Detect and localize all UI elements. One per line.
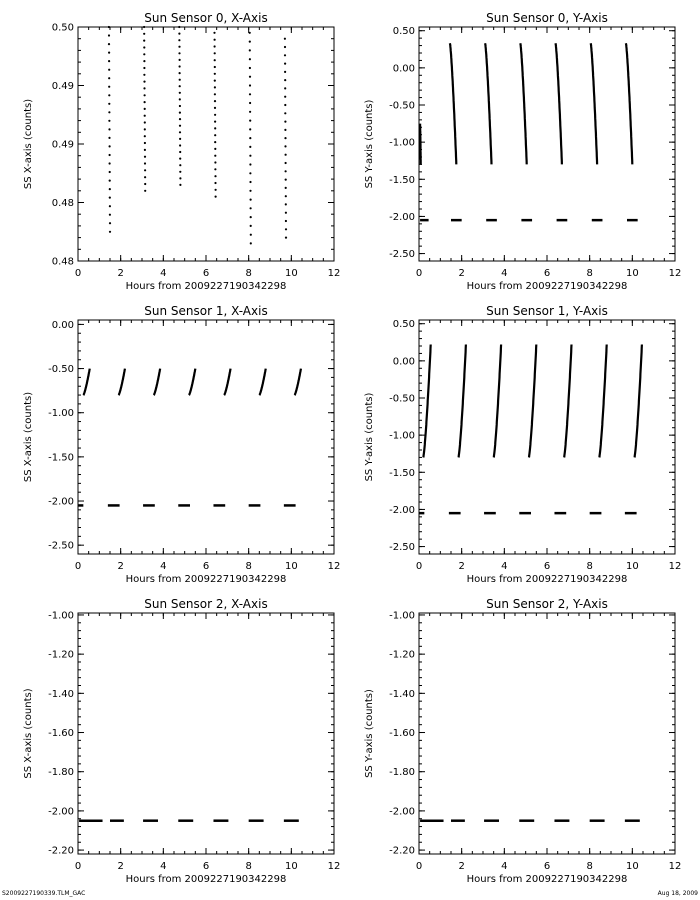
data-point	[144, 108, 146, 110]
x-tick-label: 2	[458, 268, 465, 279]
x-tick-label: 2	[117, 268, 124, 279]
plot-panel-5	[364, 597, 681, 885]
data-segment-0	[420, 124, 421, 165]
y-tick-label: -2.50	[389, 249, 415, 261]
data-point	[108, 120, 110, 122]
data-segment-2	[485, 43, 491, 164]
data-point	[144, 190, 146, 192]
y-tick-label: -1.20	[48, 649, 74, 661]
data-point	[249, 128, 251, 130]
data-point	[109, 145, 111, 147]
plot-title: Sun Sensor 2, Y-Axis	[486, 597, 608, 611]
data-point	[109, 171, 111, 173]
data-point	[249, 172, 251, 174]
data-segment-2	[494, 345, 501, 458]
data-point	[109, 205, 111, 207]
data-segment-3	[529, 345, 536, 458]
x-tick-label: 12	[668, 861, 682, 872]
data-point	[285, 162, 287, 164]
data-point	[215, 189, 217, 191]
plot-title: Sun Sensor 0, Y-Axis	[486, 11, 608, 25]
y-tick-label: -1.50	[389, 174, 415, 186]
y-tick-label: 0.50	[51, 22, 74, 34]
data-point	[249, 76, 251, 78]
x-tick-label: 10	[284, 561, 298, 572]
data-point	[214, 66, 216, 68]
data-point	[249, 58, 251, 60]
data-point	[179, 118, 181, 120]
x-tick-label: 12	[327, 268, 341, 279]
data-point	[214, 100, 216, 102]
data-point	[143, 53, 145, 55]
data-point	[179, 144, 181, 146]
y-tick-label: -0.50	[48, 364, 74, 376]
data-point	[179, 184, 181, 186]
y-tick-label: 0.00	[392, 63, 415, 75]
data-point	[214, 59, 216, 61]
plot-panel-0	[23, 11, 340, 292]
x-tick-label: 10	[284, 268, 298, 279]
y-tick-label: -1.60	[389, 728, 415, 740]
x-axis-label: Hours from 2009227190342298	[125, 574, 287, 585]
data-point	[178, 39, 180, 41]
y-tick-label: -2.20	[48, 845, 74, 857]
data-point	[144, 135, 146, 137]
data-point	[249, 181, 251, 183]
plot-panel-1	[364, 11, 681, 292]
data-segment-6	[295, 369, 301, 396]
data-point	[249, 111, 251, 113]
data-point	[284, 79, 286, 81]
y-tick-label: -1.50	[48, 452, 74, 464]
data-point	[179, 85, 181, 87]
data-segment-6	[635, 345, 642, 458]
data-point	[144, 101, 146, 103]
data-point	[249, 120, 251, 122]
x-tick-label: 0	[74, 561, 82, 572]
data-point	[143, 74, 145, 76]
plot-frame	[78, 27, 334, 261]
data-segment-0	[108, 26, 111, 233]
data-point	[214, 121, 216, 123]
x-tick-label: 6	[543, 861, 551, 872]
data-point	[179, 79, 181, 81]
plot-frame	[419, 27, 675, 261]
y-tick-label: 0.50	[392, 319, 415, 331]
x-tick-label: 12	[668, 268, 682, 279]
data-point	[249, 32, 251, 34]
data-point	[109, 222, 111, 224]
data-point	[214, 168, 216, 170]
data-segment-5	[591, 43, 597, 164]
data-point	[143, 46, 145, 48]
y-axis-label: SS X-axis (counts)	[23, 688, 34, 779]
x-tick-label: 2	[117, 861, 124, 872]
data-segment-2	[178, 26, 181, 186]
x-tick-label: 6	[202, 268, 210, 279]
data-point	[109, 231, 111, 233]
data-point	[179, 158, 181, 160]
y-tick-label: -2.00	[48, 806, 74, 818]
x-tick-label: 4	[160, 861, 167, 872]
data-point	[284, 121, 286, 123]
x-tick-label: 0	[415, 268, 423, 279]
data-point	[249, 155, 251, 157]
data-point	[249, 146, 251, 148]
y-tick-label: -1.00	[48, 408, 74, 420]
data-point	[214, 148, 216, 150]
data-point	[179, 131, 181, 133]
data-point	[285, 154, 287, 156]
y-tick-label: -1.40	[389, 688, 415, 700]
x-axis-label: Hours from 2009227190342298	[125, 874, 287, 885]
y-tick-label: -1.00	[389, 430, 415, 442]
data-segment-0	[83, 369, 89, 396]
data-point	[108, 43, 110, 45]
y-tick-label: 0.48	[51, 198, 74, 209]
x-tick-label: 6	[543, 268, 551, 279]
data-point	[284, 112, 286, 114]
x-axis-label: Hours from 2009227190342298	[466, 874, 628, 885]
data-point	[249, 137, 251, 139]
data-point	[214, 39, 216, 41]
data-point	[143, 26, 145, 28]
plot-frame	[78, 613, 334, 854]
y-tick-label: -1.80	[389, 767, 415, 779]
data-point	[284, 46, 286, 48]
data-point	[214, 86, 216, 88]
data-point	[144, 149, 146, 151]
data-point	[214, 155, 216, 157]
y-axis-label: SS Y-axis (counts)	[364, 392, 375, 482]
data-point	[108, 60, 110, 62]
data-point	[285, 203, 287, 205]
x-tick-label: 2	[458, 861, 465, 872]
data-point	[249, 84, 251, 86]
data-point	[214, 127, 216, 129]
data-segment-1	[459, 345, 466, 458]
data-point	[285, 195, 287, 197]
data-point	[109, 154, 111, 156]
footer-date: Aug 18, 2009	[657, 890, 698, 897]
x-tick-label: 4	[160, 561, 167, 572]
data-point	[109, 188, 111, 190]
data-point	[249, 102, 251, 104]
data-point	[143, 40, 145, 42]
data-point	[109, 197, 111, 199]
y-tick-label: -2.50	[48, 540, 74, 552]
data-point	[179, 171, 181, 173]
data-point	[179, 164, 181, 166]
x-tick-label: 12	[327, 861, 341, 872]
data-point	[144, 115, 146, 117]
data-point	[214, 114, 216, 116]
x-axis-label: Hours from 2009227190342298	[125, 281, 287, 292]
data-point	[179, 138, 181, 140]
data-point	[214, 107, 216, 109]
plot-title: Sun Sensor 1, X-Axis	[144, 304, 268, 318]
plot-panel-3	[364, 304, 681, 585]
data-point	[108, 137, 110, 139]
data-point	[284, 38, 286, 40]
data-point	[179, 177, 181, 179]
data-point	[108, 103, 110, 105]
data-point	[143, 60, 145, 62]
y-tick-label: -0.50	[389, 100, 415, 112]
y-tick-label: 0.48	[51, 256, 74, 268]
data-point	[108, 69, 110, 71]
x-tick-label: 8	[586, 861, 593, 872]
data-point	[178, 26, 180, 28]
y-tick-label: -1.00	[389, 137, 415, 149]
x-tick-label: 10	[284, 861, 298, 872]
y-tick-label: -2.00	[389, 504, 415, 516]
data-point	[284, 145, 286, 147]
plot-title: Sun Sensor 1, Y-Axis	[486, 304, 608, 318]
plot-title: Sun Sensor 2, X-Axis	[144, 597, 268, 611]
data-point	[285, 228, 287, 230]
data-segment-1	[143, 26, 146, 192]
data-point	[215, 196, 217, 198]
data-point	[213, 32, 215, 34]
data-segment-5	[599, 345, 606, 458]
y-tick-label: -1.60	[48, 728, 74, 740]
x-tick-label: 4	[501, 861, 508, 872]
data-segment-3	[213, 32, 216, 198]
x-tick-label: 6	[202, 861, 210, 872]
data-point	[250, 225, 252, 227]
y-tick-label: -2.00	[389, 211, 415, 223]
y-tick-label: -0.50	[389, 393, 415, 405]
x-tick-label: 8	[245, 561, 252, 572]
x-tick-label: 12	[327, 561, 341, 572]
y-tick-label: -2.20	[389, 845, 415, 857]
x-tick-label: 4	[501, 268, 508, 279]
data-point	[214, 161, 216, 163]
data-point	[285, 220, 287, 222]
data-point	[284, 137, 286, 139]
x-axis-label: Hours from 2009227190342298	[466, 281, 628, 292]
data-segment-4	[224, 369, 230, 396]
data-point	[179, 125, 181, 127]
x-axis-label: Hours from 2009227190342298	[466, 574, 628, 585]
data-point	[144, 169, 146, 171]
data-point	[109, 162, 111, 164]
y-tick-label: -1.50	[389, 467, 415, 479]
x-tick-label: 2	[117, 561, 124, 572]
x-tick-label: 8	[245, 268, 252, 279]
data-point	[249, 93, 251, 95]
footer-filename: S2009227190339.TLM_GAC	[2, 890, 86, 897]
data-point	[284, 129, 286, 131]
data-point	[250, 234, 252, 236]
data-segment-0	[423, 345, 430, 458]
y-tick-label: -1.00	[48, 610, 74, 622]
data-point	[179, 59, 181, 61]
x-tick-label: 8	[586, 561, 593, 572]
data-point	[214, 141, 216, 143]
data-point	[108, 52, 110, 54]
data-point	[250, 242, 252, 244]
plot-title: Sun Sensor 0, X-Axis	[144, 11, 268, 25]
data-point	[214, 80, 216, 82]
data-point	[143, 81, 145, 83]
data-point	[214, 134, 216, 136]
plot-panel-4	[23, 597, 340, 885]
data-point	[284, 96, 286, 98]
data-segment-4	[249, 32, 252, 245]
data-point	[108, 86, 110, 88]
data-point	[178, 52, 180, 54]
x-tick-label: 10	[625, 268, 639, 279]
y-tick-label: -2.00	[389, 806, 415, 818]
data-point	[284, 54, 286, 56]
data-point	[214, 73, 216, 75]
data-segment-5	[284, 38, 287, 239]
plot-frame	[78, 320, 334, 554]
data-point	[108, 111, 110, 113]
data-point	[285, 179, 287, 181]
data-point	[285, 237, 287, 239]
data-point	[143, 87, 145, 89]
data-point	[109, 180, 111, 182]
data-segment-3	[520, 43, 526, 164]
data-point	[144, 128, 146, 130]
data-point	[179, 112, 181, 114]
data-point	[179, 105, 181, 107]
x-tick-label: 0	[415, 561, 423, 572]
data-segment-5	[259, 369, 265, 396]
x-tick-label: 12	[668, 561, 682, 572]
data-segment-6	[626, 43, 632, 164]
y-tick-label: -2.00	[48, 496, 74, 508]
x-tick-label: 6	[543, 561, 551, 572]
y-tick-label: 0.00	[51, 319, 74, 331]
data-point	[284, 63, 286, 65]
data-point	[179, 98, 181, 100]
data-segment-3	[189, 369, 195, 396]
x-tick-label: 10	[625, 861, 639, 872]
data-point	[214, 45, 216, 47]
x-tick-label: 2	[458, 561, 465, 572]
data-point	[214, 93, 216, 95]
x-tick-label: 4	[501, 561, 508, 572]
data-point	[250, 199, 252, 201]
data-point	[285, 170, 287, 172]
data-point	[108, 26, 110, 28]
data-point	[143, 67, 145, 69]
data-point	[214, 182, 216, 184]
data-point	[214, 175, 216, 177]
data-point	[285, 187, 287, 189]
data-point	[214, 52, 216, 54]
data-point	[144, 176, 146, 178]
data-point	[249, 67, 251, 69]
data-point	[284, 104, 286, 106]
x-tick-label: 0	[415, 861, 423, 872]
data-segment-2	[154, 369, 160, 396]
data-point	[250, 207, 252, 209]
x-tick-label: 8	[586, 268, 593, 279]
data-point	[284, 87, 286, 89]
data-point	[249, 190, 251, 192]
data-point	[144, 162, 146, 164]
data-point	[284, 71, 286, 73]
data-point	[179, 65, 181, 67]
plot-frame	[419, 613, 675, 854]
y-tick-label: 0.00	[392, 356, 415, 368]
y-tick-label: -1.80	[48, 767, 74, 779]
data-point	[144, 183, 146, 185]
data-point	[109, 214, 111, 216]
data-point	[179, 72, 181, 74]
data-point	[144, 94, 146, 96]
data-point	[144, 156, 146, 158]
y-axis-label: SS X-axis (counts)	[23, 391, 34, 483]
x-tick-label: 8	[245, 861, 252, 872]
y-tick-label: -1.40	[48, 688, 74, 700]
y-tick-label: -1.00	[389, 610, 415, 622]
y-axis-label: SS X-axis (counts)	[23, 98, 34, 190]
y-tick-label: -1.20	[389, 649, 415, 661]
y-axis-label: SS Y-axis (counts)	[364, 99, 375, 189]
data-segment-1	[119, 369, 125, 396]
data-point	[108, 128, 110, 130]
y-tick-label: 0.50	[392, 26, 415, 38]
x-tick-label: 4	[160, 268, 167, 279]
x-tick-label: 0	[74, 268, 82, 279]
y-tick-label: 0.49	[51, 139, 74, 151]
data-point	[108, 34, 110, 36]
data-segment-1	[450, 43, 456, 164]
data-point	[179, 92, 181, 94]
data-segment-4	[556, 43, 562, 164]
data-point	[178, 33, 180, 35]
y-tick-label: -2.50	[389, 542, 415, 554]
data-point	[249, 163, 251, 165]
data-point	[178, 46, 180, 48]
data-segment-4	[564, 345, 571, 458]
data-point	[108, 94, 110, 96]
data-point	[143, 33, 145, 35]
data-point	[179, 151, 181, 153]
data-point	[285, 212, 287, 214]
data-point	[250, 216, 252, 218]
x-tick-label: 0	[74, 861, 82, 872]
plot-panel-2	[23, 304, 340, 585]
x-tick-label: 6	[202, 561, 210, 572]
data-point	[108, 77, 110, 79]
x-tick-label: 10	[625, 561, 639, 572]
y-tick-label: 0.49	[51, 81, 74, 92]
data-point	[249, 41, 251, 43]
y-axis-label: SS Y-axis (counts)	[364, 689, 375, 778]
data-point	[249, 49, 251, 51]
data-point	[144, 142, 146, 144]
data-point	[144, 121, 146, 123]
